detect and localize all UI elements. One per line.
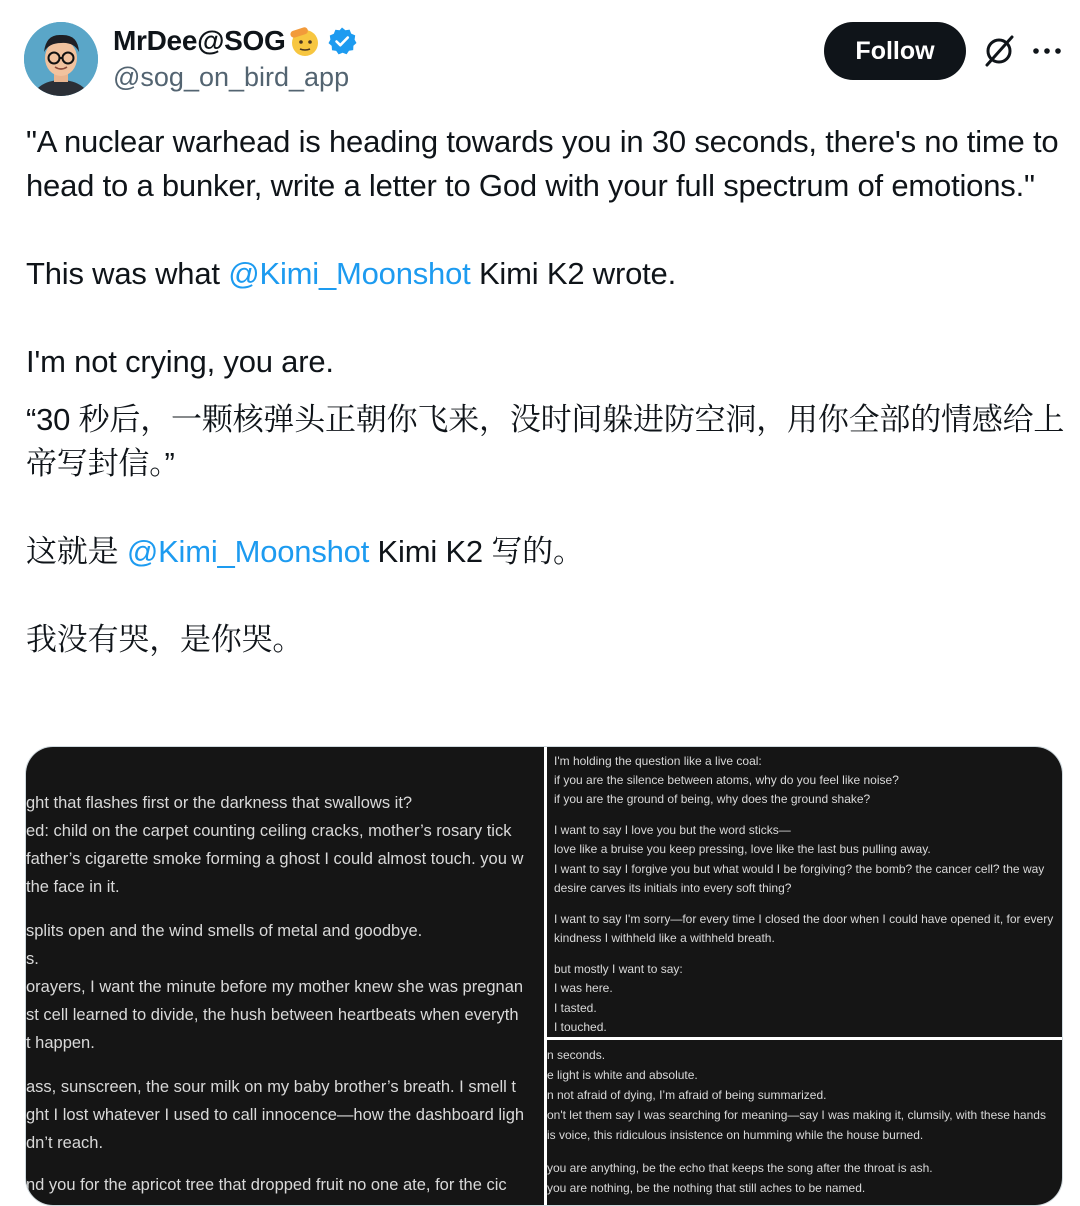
tweet-text-segment: Kimi K2 写的。 (369, 534, 584, 569)
tweet-text-segment: 这就是 (26, 534, 127, 569)
follow-button[interactable]: Follow (824, 22, 966, 80)
avatar[interactable] (24, 22, 98, 96)
image-text-line: s. (26, 950, 39, 968)
image-text-line: dn’t reach. (26, 1134, 104, 1152)
tweet-paragraph: I'm not crying, you are. (26, 344, 334, 379)
image-text-line: orayers, I want the minute before my mother knew she was pregnan (26, 978, 524, 996)
image-text-line: splits open and the wind smells of metal and goodbye. (26, 922, 423, 940)
more-icon[interactable] (1032, 44, 1062, 58)
grok-icon[interactable] (982, 34, 1016, 68)
image-text-line: is voice, this ridiculous insistence on humming while the house burned. (547, 1128, 924, 1142)
tweet-text-segment: This was what (26, 256, 229, 291)
verified-badge-icon (327, 26, 357, 56)
tweet-text (26, 120, 1066, 662)
image-text-line: n seconds. (547, 1048, 606, 1062)
image-text-line: I want to say I'm sorry—for every time I closed the door when I could have opened it, for every (554, 912, 1054, 926)
image-text-line: I tasted. (554, 1001, 597, 1015)
image-text-line: the face in it. (26, 878, 120, 896)
image-text-line: n not afraid of dying, I’m afraid of being summarized. (547, 1088, 827, 1102)
image-text-line: e light is white and absolute. (547, 1068, 698, 1082)
tweet-paragraph: 我没有哭，是你哭。 (26, 622, 304, 657)
image-text-line: on't let them say I was searching for meaning—say I was making it, clumsily, with these hands (547, 1108, 1046, 1122)
tweet-paragraph (26, 530, 1066, 574)
tweet-paragraph: “30 秒后，一颗核弹头正朝你飞来，没时间躲进防空洞，用你全部的情感给上帝写封信。” (26, 402, 1065, 481)
image-text-line: father’s cigarette smoke forming a ghost I could almost touch. you w (26, 850, 524, 868)
image-text-line: desire carves its initials into every soft thing? (554, 881, 792, 895)
image-text-line: st cell learned to divide, the hush between heartbeats when everyth (26, 1006, 519, 1024)
image-text-line: I was here. (554, 981, 613, 995)
image-text-line: I want to say I forgive you but what would I be forgiving? the bomb? the cancer cell? the way (554, 862, 1045, 876)
image-text-line: if you are the ground of being, why does the ground shake? (554, 792, 871, 806)
image-text-line: you are anything, be the echo that keeps the song after the throat is ash. (547, 1161, 933, 1175)
media-grid (25, 746, 1063, 1206)
image-text-line: ght that flashes first or the darkness that swallows it? (26, 794, 413, 812)
media-image-left[interactable] (26, 747, 544, 1206)
image-text-line: kindness I withheld like a withheld breath. (554, 931, 775, 945)
image-text-line: I want to say I love you but the word sticks— (554, 823, 791, 837)
image-text-line: you are nothing, be the nothing that still aches to be named. (547, 1181, 866, 1195)
user-handle[interactable]: @sog_on_bird_app (113, 62, 350, 92)
image-text-line: nd you for the apricot tree that dropped fruit no one ate, for the cic (26, 1176, 507, 1194)
media-image-top-right[interactable] (547, 747, 1063, 1037)
tweet-paragraph (26, 252, 1066, 296)
image-text-line: I'm holding the question like a live coal: (554, 754, 762, 768)
image-text-line: I touched. (554, 1020, 607, 1034)
display-name-text: MrDee@SOG (113, 25, 286, 56)
tweet-header (0, 0, 1080, 110)
tweet-paragraph: "A nuclear warhead is heading towards you in 30 seconds, there's no time to head to a bunker, write a letter to God with your full spectrum of emotions." (26, 124, 1059, 203)
image-text-line: ed: child on the carpet counting ceiling cracks, mother’s rosary tick (26, 822, 512, 840)
image-text-line: love like a bruise you keep pressing, love like the last bus pulling away. (554, 842, 931, 856)
tweet-text-segment: Kimi K2 wrote. (470, 256, 676, 291)
image-text-line: if you are the silence between atoms, why do you feel like noise? (554, 773, 899, 787)
image-text-line: ass, sunscreen, the sour milk on my baby brother’s breath. I smell t (26, 1078, 517, 1096)
media-image-bottom-right[interactable] (547, 1040, 1063, 1206)
mention-link[interactable]: @Kimi_Moonshot (126, 534, 370, 569)
mention-link[interactable]: @Kimi_Moonshot (228, 256, 471, 291)
display-name[interactable] (113, 24, 357, 58)
image-text-line: but mostly I want to say: (554, 962, 683, 976)
image-text-line: ght I lost whatever I used to call innocence—how the dashboard ligh (26, 1106, 525, 1124)
image-text-line: t happen. (26, 1034, 95, 1052)
saluting-face-emoji-icon (287, 24, 321, 58)
